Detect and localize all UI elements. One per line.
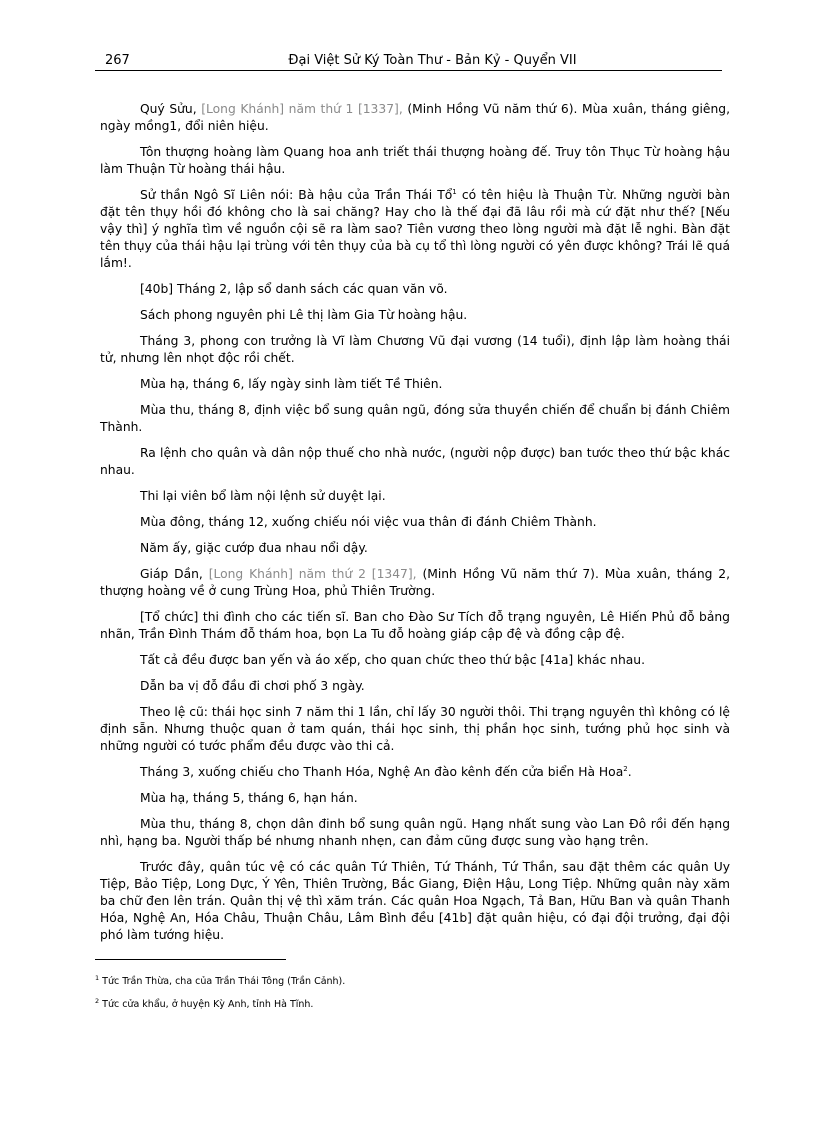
paragraph: Mùa hạ, tháng 5, tháng 6, hạn hán. [140,791,358,805]
footnote-ref[interactable]: 2 [623,764,628,773]
paragraph: Dẫn ba vị đỗ đầu đi chơi phố 3 ngày. [140,679,365,693]
book-title: Đại Việt Sử Ký Toàn Thư - Bản Kỷ - Quyển VII [288,53,577,68]
footnotes [95,975,725,1021]
paragraph: Mùa thu, tháng 8, chọn dân đinh bổ sung quân ngũ. Hạng nhất sung vào Lan Đô rồi đến hạng nhì, hạng ba. Người thấp bé nhưng nhanh nhẹn, can đảm cũng được sung vào hạng trên. [100,817,730,848]
page-number: 267 [105,53,130,68]
footnote-divider [95,959,286,960]
era-reference: [Long Khánh] năm thứ 2 [1347], [208,567,417,581]
paragraph: Ra lệnh cho quân và dân nộp thuế cho nhà nước, (người nộp được) ban tước theo thứ bậc khác nhau. [100,446,730,477]
footnote: $^1$ Tức Trần Thừa, cha của Trần Thái Tông (Trần Cảnh). [95,973,346,987]
paragraph: Trước đây, quân túc vệ có các quân Tứ Thiên, Tứ Thánh, Tứ Thần, sau đặt thêm các quân Uy Tiệp, Bảo Tiệp, Long Dực, Ý Yên, Thiên Trường, Bắc Giang, Điện Hậu, Long Tiệp. Những quân này xăm ba chữ đen lên trán. Quân thị vệ thì xăm trán. Các quân Hoa Ngạch, Tả Ban, Hữu Ban và quân Thanh Hóa, Nghệ An, Hóa Châu, Thuận Châu, Lâm Bình đều [41b] đặt quân hiệu, có đại đội trưởng, đại đội phó làm tướng hiệu. [100,860,730,942]
paragraph: Sách phong nguyên phi Lê thị làm Gia Từ hoàng hậu. [140,308,468,322]
paragraph: Tháng 3, xuống chiếu cho Thanh Hóa, Nghệ An đào kênh đến cửa biển Hà Hoa$^2$. [140,764,632,779]
footnote: $^2$ Tức cửa khẩu, ở huyện Kỳ Anh, tỉnh Hà Tĩnh. [95,996,314,1010]
paragraph: [Tổ chức] thi đình cho các tiến sĩ. Ban cho Đào Sư Tích đỗ trạng nguyên, Lê Hiến Phủ đỗ bảng nhãn, Trần Đình Thám đỗ thám hoa, bọn La Tu đỗ hoàng giáp cập đệ và đồng cập đệ. [100,610,730,641]
paragraph: Theo lệ cũ: thái học sinh 7 năm thi 1 lần, chỉ lấy 30 người thôi. Thi trạng nguyên thì không có lệ định sẵn. Nhưng thuộc quan ở tam quán, thái học sinh, thị phần học sinh, tướng phủ học sinh và những người có tước phẩm đều được vào thi cả. [100,705,730,753]
paragraph: Mùa đông, tháng 12, xuống chiếu nói việc vua thân đi đánh Chiêm Thành. [140,515,597,529]
paragraph: Sử thần Ngô Sĩ Liên nói: Bà hậu của Trần Thái Tổ$^1$ có tên hiệu là Thuận Từ. Những người bàn đặt tên thụy hồi đó không cho là sai chăng? Hay cho là thế đại đã lâu rồi mà cứ đặt như thế? [Nếu vậy thì] ý nghĩa tìm về nguồn cội sẽ ra làm sao? Tiên vương theo lòng người mà đặt lễ nghi. Bàn đặt tên thụy của thái hậu lại trùng với tên thụy của bà cụ tổ thì lòng người có yên được không? Trái lẽ quá lắm!. [100,187,731,270]
footnote-ref[interactable]: 1 [452,187,457,196]
paragraph: Giáp Dần, [Long Khánh] năm thứ 2 [1347], (Minh Hồng Vũ năm thứ 7). Mùa xuân, tháng 2, thượng hoàng về ở cung Trùng Hoa, phủ Thiên Trường. [100,567,731,598]
paragraph: Tháng 3, phong con trưởng là Vĩ làm Chương Vũ đại vương (14 tuổi), định lập làm hoàng thái tử, nhưng lên nhọt độc rồi chết. [100,334,730,365]
paragraph: Tôn thượng hoàng làm Quang hoa anh triết thái thượng hoàng đế. Truy tôn Thục Từ hoàng hậu làm Thuận Từ hoàng thái hậu. [100,145,730,176]
page-header [95,48,722,71]
era-reference: [Long Khánh] năm thứ 1 [1337], [201,102,403,116]
paragraph: Thi lại viên bổ làm nội lệnh sử duyệt lại. [140,489,386,503]
paragraph: Mùa hạ, tháng 6, lấy ngày sinh làm tiết Tề Thiên. [140,377,443,391]
paragraph: Quý Sửu, [Long Khánh] năm thứ 1 [1337], (Minh Hồng Vũ năm thứ 6). Mùa xuân, tháng giêng, ngày mồng1, đổi niên hiệu. [100,102,730,133]
paragraph: Mùa thu, tháng 8, định việc bổ sung quân ngũ, đóng sửa thuyền chiến để chuẩn bị đánh Chiêm Thành. [100,403,730,434]
paragraph: Tất cả đều được ban yến và áo xếp, cho quan chức theo thứ bậc [41a] khác nhau. [140,653,646,667]
paragraph: [40b] Tháng 2, lập sổ danh sách các quan văn võ. [140,282,448,296]
paragraph: Năm ấy, giặc cướp đua nhau nổi dậy. [140,541,368,555]
main-text [100,101,730,953]
